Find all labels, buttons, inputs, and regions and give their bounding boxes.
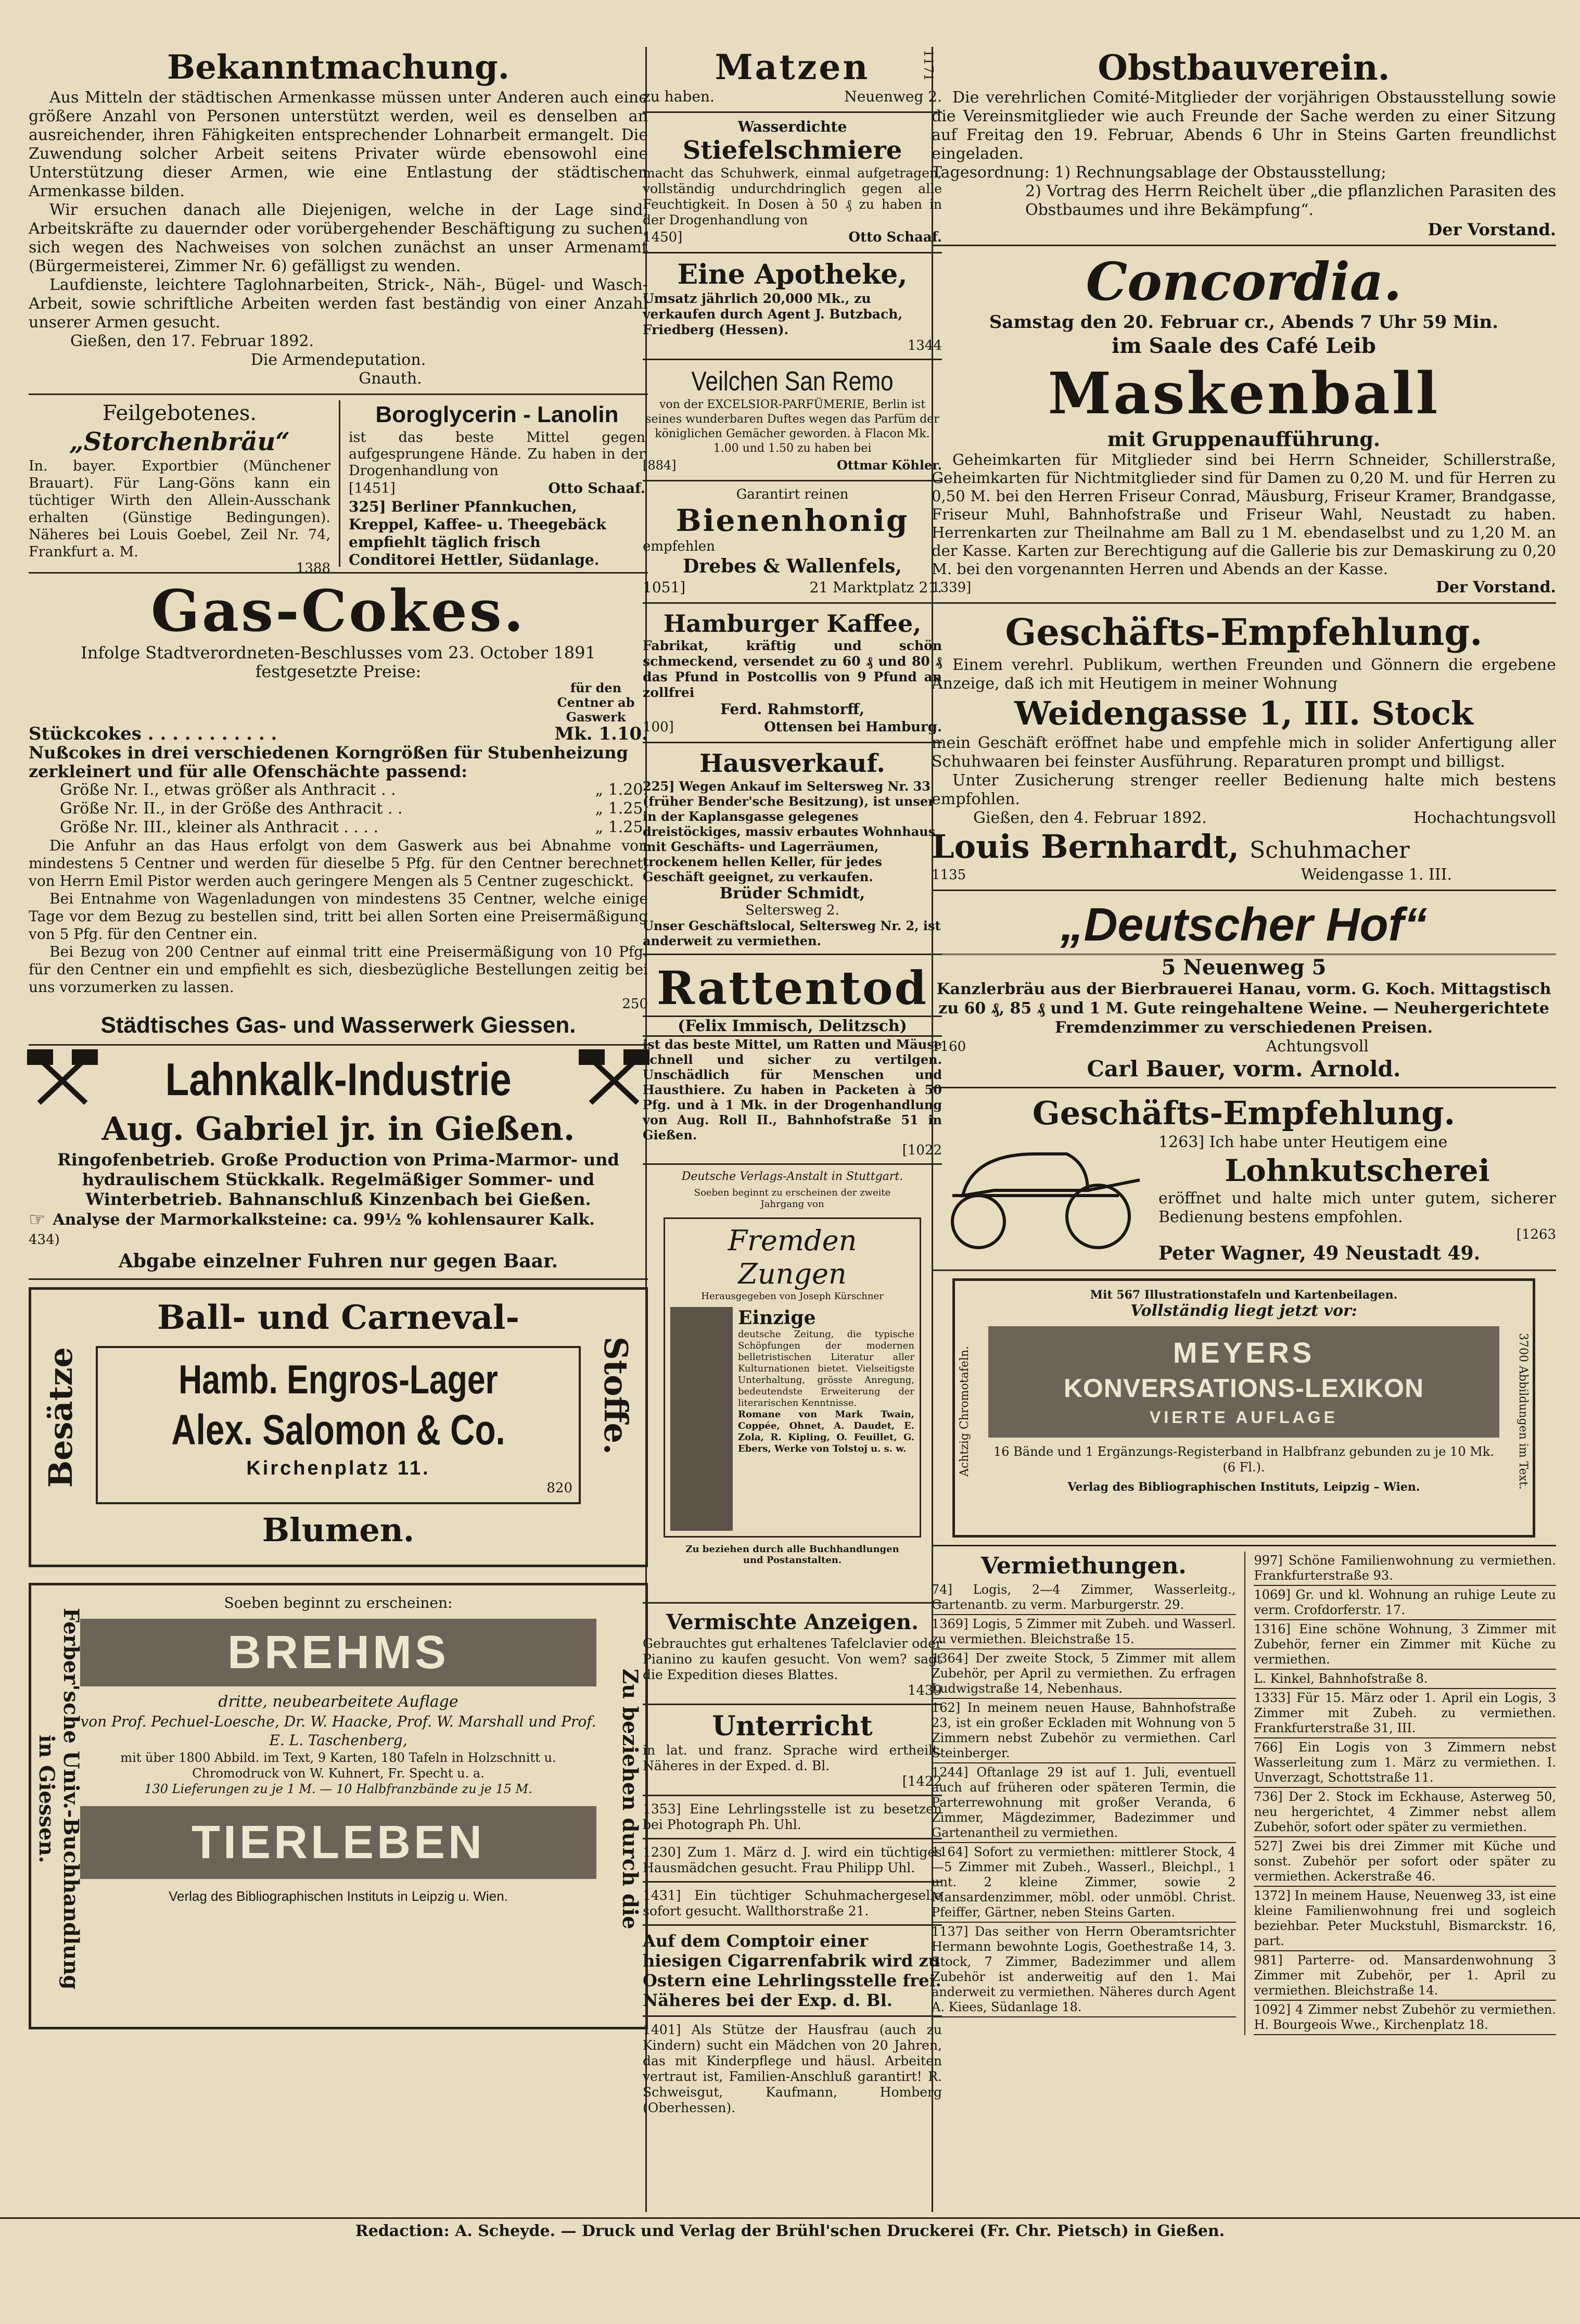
- price-label: Größe Nr. II., in der Größe des Anthracit . .: [60, 799, 403, 818]
- vermiethung-item: 981] Parterre- od. Mansardenwohnung 3 Zimmer mit Zubehör, per 1. April zu vermiethen. Bleichstraße 14.: [1254, 1951, 1556, 2001]
- salomon-line3: Kirchenplatz 11.: [246, 1457, 430, 1479]
- hausverkauf-address: Seltersweg 2.: [745, 903, 839, 918]
- stiefel-head: Wasserdichte: [737, 118, 847, 135]
- matzen-address: Neuenweg 2.: [844, 88, 942, 105]
- vermiethung-item: 1364] Der zweite Stock, 5 Zimmer mit allem Zubehör, per April zu vermiethen. Zu erfragen Ludwigstraße 14, Nebenhaus.: [932, 1649, 1236, 1699]
- pfannkuchen-text: 325] Berliner Pfannkuchen, Kreppel, Kaffee- u. Theegebäck empfiehlt täglich frisch: [349, 498, 606, 551]
- geschaeft1-text: Einem verehrl. Publikum, werthen Freunden und Gönnern die ergebene Anzeige, daß ich mit Heutigem in meiner Wohnung: [932, 656, 1556, 693]
- fremden-einzige: Einzige: [738, 1307, 816, 1329]
- fremden-verlag: Deutsche Verlags-Anstalt in Stuttgart.: [681, 1170, 903, 1183]
- vermiethung-item: 997] Schöne Familienwohnung zu vermiethen. Frankfurterstraße 93.: [1254, 1552, 1556, 1586]
- gascokes-text: Bei Bezug von 200 Centner auf einmal tritt eine Preisermäßigung von 10 Pfg. für den Centner ein und empfiehlt es sich, diesbezügliche Bestellungen zeitig bei uns vorzumerken zu lassen.: [29, 943, 648, 996]
- geschaeft1-address: Weidengasse 1, III. Stock: [1014, 694, 1473, 732]
- ad-number: 1051]: [643, 579, 686, 596]
- concordia-signature: Der Vorstand.: [1435, 578, 1556, 596]
- deutscherhof-signature: Carl Bauer, vorm. Arnold.: [1087, 1056, 1401, 1082]
- obstbau-title: Obstbauverein.: [1098, 47, 1390, 88]
- pointing-hand-icon: ☞: [29, 1209, 46, 1230]
- geschaeft1-text: mein Geschäft eröffnet habe und empfehle mich in solider Anfertigung aller Schuhwaaren bei feinster Ausführung. Reparaturen prompt und billigst.: [932, 734, 1556, 771]
- price-value: „ 1.20.: [595, 781, 648, 799]
- unterricht-text: in lat. und franz. Sprache wird ertheilt. Näheres in der Exped. d. Bl.: [643, 1743, 942, 1773]
- ad-number: 1135: [932, 867, 966, 883]
- vermiethung-item: 1244] Oftanlage 29 ist auf 1. Juli, eventuell auch auf früheren oder späteren Termin, die Parterrewohnung mit großer Veranda, 6 Zimmer, Mägdezimmer, Badezimmer und Gartenantheil zu vermiethen.: [932, 1763, 1236, 1843]
- unterricht-ad-2: 1353] Eine Lehrlingsstelle ist zu besetzen bei Photograph Ph. Uhl.: [643, 1801, 942, 1832]
- brehms-price: 130 Lieferungen zu je 1 M. — 10 Halbfranzbände zu je 15 M.: [144, 1782, 532, 1796]
- vermiethung-item: 1164] Sofort zu vermiethen: mittlerer Stock, 4—5 Zimmer mit Zubeh., Wasserl., Bleichpl., 1 unt. 2 kleine Zimmer, sowie 2 Mansardenzimmer, möbl. oder unmöbl. Christ. Pfeiffer, Gärtner, neben Steins Garten.: [932, 1843, 1236, 1923]
- geschaeft1-greeting: Hochachtungsvoll: [1413, 809, 1556, 827]
- ad-number: 1439: [907, 1683, 942, 1698]
- salomon-bottom: Blumen.: [262, 1511, 415, 1549]
- deutscherhof-address: 5 Neuenweg 5: [932, 954, 1556, 980]
- unterricht-ad-4: 1431] Ein tüchtiger Schuhmachergeselle sofort gesucht. Wallthorstraße 21.: [643, 1888, 942, 1919]
- vermiethung-item: 1316] Eine schöne Wohnung, 3 Zimmer mit Zubehör, ferner ein Zimmer mit Küche zu vermiethen.: [1254, 1620, 1556, 1670]
- price-label: Größe Nr. I., etwas größer als Anthracit . .: [60, 781, 396, 799]
- apotheke-title: Eine Apotheke,: [677, 259, 908, 290]
- vermiethung-item: 1069] Gr. und kl. Wohnung an ruhige Leute zu verm. Crofdorferstr. 17.: [1254, 1586, 1556, 1620]
- bekanntmachung-date: Gießen, den 17. Februar 1892.: [70, 332, 314, 350]
- lahnkalk-title: Lahnkalk-Industrie: [165, 1053, 512, 1105]
- vermiethung-item: 1333] Für 15. März oder 1. April ein Logis, 3 Zimmer mit Zubeh. zu vermiethen. Frankfurterstraße 31, III.: [1254, 1689, 1556, 1738]
- meyers-complete: Vollständig liegt jetzt vor:: [1130, 1302, 1357, 1320]
- obstbau-agenda: 2) Vortrag des Herrn Reichelt über „die pflanzlichen Parasiten des Obstbaumes und ihre Bekämpfung“.: [1025, 182, 1556, 219]
- brehms-sub: dritte, neubearbeitete Auflage: [218, 1693, 458, 1711]
- ad-number: 820: [546, 1480, 572, 1496]
- stiefel-signature: Otto Schaaf.: [848, 230, 942, 245]
- honig-address: 21 Marktplatz 21.: [809, 579, 942, 596]
- obstbau-text: Die verehrlichen Comité-Mitglieder der vorjährigen Obstausstellung sowie die Vereinsmitglieder wie auch Freunde der Sache werden zu einer Sitzung auf Freitag den 19. Februar, Abends 6 Uhr in Steins Garten freundlichst eingeladen.: [932, 88, 1556, 163]
- lohnkutscherei-title: Lohnkutscherei: [1225, 1153, 1490, 1188]
- bekanntmachung-title: Bekanntmachung.: [167, 48, 510, 87]
- ad-number: [1022: [902, 1142, 942, 1158]
- geschaeft2-text: 1263] Ich habe unter Heutigem eine: [1158, 1133, 1448, 1151]
- ad-number: 1160: [932, 1039, 966, 1055]
- deutscherhof-ad: [932, 896, 1556, 1082]
- ad-number: [1263: [1516, 1227, 1556, 1242]
- ad-number: 100]: [643, 719, 674, 735]
- geschaeft1-date: Gießen, den 4. Februar 1892.: [973, 809, 1207, 827]
- bekanntmachung-signature: Gnauth.: [359, 370, 422, 388]
- price-value: „ 1.25.: [595, 799, 648, 818]
- honig-ad: [643, 487, 942, 597]
- concordia-text: Geheimkarten für Mitglieder sind bei Herrn Schneider, Schillerstraße, Geheimkarten für Nichtmitglieder sind für Damen zu 0,20 M. und für Herren zu 0,50 M. bei den Herren Friseur Conrad, Mäusburg, Friseur Kramer, Brandgasse, Friseur Muhl, Bahnhofstraße und Friseur Wahl, Neustadt zu haben. Herrenkarten zur Theilnahme am Ball zu 1 M. ebendaselbst und zu 1,20 M. an der Kasse. Karten zur Berechtigung auf die Gallerie bis zur Demaskirung zu 0,20 M. bei den vorgenannten Herren und Abends an der Kasse.: [932, 451, 1556, 578]
- honig-firm: Drebes & Wallenfels,: [683, 555, 902, 577]
- fremden-title: Fremden Zungen: [728, 1224, 857, 1290]
- vermiethung-item: 766] Ein Logis von 3 Zimmern nebst Wasserleitung zum 1. März zu vermiethen. I. Unverzagt, Schottstraße 11.: [1254, 1738, 1556, 1788]
- apotheke-text: Umsatz jährlich 20,000 Mk., zu verkaufen durch Agent J. Butzbach, Friedberg (Hessen).: [643, 291, 903, 337]
- price-value: Mk. 1.10.: [554, 723, 648, 744]
- hausverkauf-text: 225] Wegen Ankauf im Seltersweg Nr. 33 (früher Bender'sche Besitzung), ist unser in der Kaplansgasse gelegenes dreistöckiges, massiv erbautes Wohnhaus mit Geschäfts- und Lagerräumen, trockenem hellen Keller, für jedes Geschäft geeignet, zu verkaufen.: [643, 779, 936, 884]
- hausverkauf-ad: [643, 748, 942, 948]
- brehms-desc: mit über 1800 Abbild. im Text, 9 Karten, 180 Tafeln in Holzschnitt u. Chromodruck von W. Kuhnert, Fr. Specht u. a.: [120, 1750, 556, 1781]
- stiefel-title: Stiefelschmiere: [682, 136, 902, 165]
- rattentod-title: Rattentod: [656, 961, 928, 1015]
- vermiethung-item: 527] Zwei bis drei Zimmer mit Küche und sonst. Zubehör per sofort oder später zu vermiethen. Ackerstraße 46.: [1254, 1837, 1556, 1887]
- salomon-ad: [29, 1287, 648, 1567]
- tierleben-title: TIERLEBEN: [80, 1806, 596, 1879]
- price-label: Größe Nr. III., kleiner als Anthracit . . . .: [60, 818, 379, 836]
- brehms-side-right: Zu beziehen durch die: [618, 1668, 642, 1929]
- salomon-right: Stoffe.: [597, 1337, 635, 1455]
- gascokes-column-head: für den Centner ab Gaswerk: [557, 680, 635, 725]
- gascokes-text: Die Anfuhr an das Haus erfolgt von dem Gaswerk aus bei Abnahme von mindestens 5 Centner und werden für dieselbe 5 Pfg. für den Centner berechnet; von Herrn Emil Pistor werden auch geringere Mengen als 5 Centner zugeschickt.: [29, 837, 648, 890]
- obstbau-agenda: Tagesordnung: 1) Rechnungsablage der Obstausstellung;: [932, 163, 1386, 182]
- comptoir-ad: Auf dem Comptoir einer hiesigen Cigarrenfabrik wird zu Ostern eine Lehrlingsstelle frei. Näheres bei der Exp. d. Bl.: [643, 1931, 941, 2010]
- lahnkalk-ad: [29, 1051, 648, 1273]
- ad-number: 1388: [296, 561, 330, 576]
- salomon-line2: Alex. Salomon & Co.: [171, 1406, 505, 1454]
- vermiethung-item: 74] Logis, 2—4 Zimmer, Wasserleitg., Gartenantb. zu verm. Marburgerstr. 29.: [932, 1581, 1236, 1615]
- rattentod-text: ist das beste Mittel, um Ratten und Mäuse schnell und sicher zu vertilgen. Unschädlich für Menschen und Hausthiere. Zu haben in Packeten à 50 Pfg. und à 1 Mk. in der Drogenhandlung von Aug. Roll II., Bahnhofstraße 51 in Gießen.: [643, 1037, 942, 1142]
- lahnkalk-text: Ringofenbetrieb. Große Production von Prima-Marmor- und hydraulischem Stückkalk. Regelmäßiger Sommer- und Winterbetrieb. Bahnanschluß Kinzenbach bei Gießen.: [57, 1150, 619, 1209]
- storchenbraeu-ad: [29, 400, 330, 576]
- boroglycerin-signature: Otto Schaaf.: [548, 480, 645, 497]
- price-value: „ 1.25.: [595, 818, 648, 836]
- geschaeft2-title: Geschäfts-Empfehlung.: [1032, 1094, 1456, 1132]
- boroglycerin-text: ist das beste Mittel gegen aufgesprungene Hände. Zu haben in der Drogenhandlung von: [349, 429, 645, 479]
- veilchen-text: von der EXCELSIOR-PARFÜMERIE, Berlin ist seines wunderbaren Duftes wegen das Parfüm der königlichen Gemächer geworden. à Flacon Mk. 1.00 und 1.50 zu haben bei: [645, 398, 939, 455]
- small-ads-row: [29, 400, 648, 576]
- meyers-verlag: Verlag des Bibliographischen Instituts, Leipzig – Wien.: [1067, 1480, 1420, 1494]
- bekanntmachung-body: Wir ersuchen danach alle Diejenigen, welche in der Lage sind, Arbeitskräfte zu dauernder oder vorübergehender Beschäftigung zu suchen, sich wegen des Nachweises von solchen zunächst an unser Armenamt (Bürgermeisterei, Zimmer Nr. 6) gefälligst zu wenden.: [29, 201, 648, 275]
- gaswerk-signature: Städtisches Gas- und Wasserwerk Giessen.: [100, 1012, 576, 1038]
- fremden-text: deutsche Zeitung, die typische Schöpfungen der modernen belletristischen Literatur aller Kulturnationen bietet. Vielseitigste Unterhaltung, grösste Anregung, bedeutendste Erweiterung der literarischen Kenntnisse.: [738, 1329, 914, 1408]
- bekanntmachung-ad: [29, 47, 648, 388]
- concordia-ad: [932, 251, 1556, 597]
- hausverkauf-note: Unser Geschäftslocal, Seltersweg Nr. 2, ist anderweit zu vermiethen.: [643, 918, 941, 948]
- kaffee-text: Fabrikat, kräftig und schön schmeckend, versendet zu 60 ₰ und 80 ₰ das Pfund in Postcollis von 9 Pfund an zollfrei: [643, 638, 942, 700]
- hausverkauf-title: Hausverkauf.: [699, 749, 885, 778]
- column-2: [643, 47, 942, 2116]
- vermischte-ad: [643, 1609, 942, 1698]
- veilchen-title: Veilchen San Remo: [691, 366, 894, 397]
- stiefel-text: macht das Schuhwerk, einmal aufgetragen, vollständig undurchdringlich gegen alle Feuchtigkeit. In Dosen à 50 ₰ zu haben in der Drogenhandlung von: [643, 166, 942, 227]
- ad-number: 434): [29, 1232, 60, 1248]
- lahnkalk-analyse: Analyse der Marmorkalksteine: ca. 99½ % kohlensaurer Kalk.: [53, 1210, 595, 1229]
- ad-number: [884]: [643, 458, 677, 473]
- honig-title: Bienenhonig: [676, 503, 909, 538]
- fremden-bottom: Zu beziehen durch alle Buchhandlungen und Postanstalten.: [685, 1544, 899, 1566]
- bernhardt-name: Louis Bernhardt,: [932, 828, 1240, 866]
- column-1: [29, 47, 648, 2029]
- unterricht-ad-3: 1230] Zum 1. März d. J. wird ein tüchtiges Hausmädchen gesucht. Frau Philipp Uhl.: [643, 1845, 942, 1875]
- storchenbraeu-title: „Storchenbräu“: [69, 427, 290, 456]
- maskenball-title: Maskenball: [1048, 360, 1440, 427]
- obstbau-signature: Der Vorstand.: [1428, 220, 1556, 239]
- feilgebotenes-head: Feilgebotenes.: [102, 401, 257, 425]
- salomon-top: Ball- und Carneval-: [157, 1298, 520, 1337]
- nusscokes-text: Nußcokes in drei verschiedenen Korngrößen für Stubenheizung zerkleinert und für alle Ofenschächte passend:: [29, 743, 628, 781]
- fremden-soeben: Soeben beginnt zu erscheinen der zweite Jahrgang von: [694, 1187, 891, 1210]
- vermiethung-item: 1092] 4 Zimmer nebst Zubehör zu vermiethen. H. Bourgeois Wwe., Kirchenplatz 18.: [1254, 2001, 1556, 2035]
- bekanntmachung-body: Laufdienste, leichtere Taglohnarbeiten, Strick-, Näh-, Bügel- und Wasch-Arbeit, sowie schriftliche Arbeiten werden fast beständig von einer Anzahl unserer Armen gesucht.: [29, 276, 648, 332]
- column-3: [932, 47, 1556, 2035]
- meyers-line2: KONVERSATIONS-LEXIKON: [1063, 1374, 1424, 1403]
- unterricht-ad: [643, 1710, 942, 2116]
- lahnkalk-abgabe: Abgabe einzelner Fuhren nur gegen Baar.: [118, 1250, 558, 1272]
- kaffee-firm: Ferd. Rahmstorff,: [720, 701, 864, 718]
- geschaeft2-signature: Peter Wagner, 49 Neustadt 49.: [1158, 1242, 1481, 1264]
- ad-number: [1422: [902, 1774, 942, 1789]
- crossed-hammers-icon: [29, 1051, 96, 1108]
- vermischte-title: Vermischte Anzeigen.: [666, 1610, 919, 1634]
- unterricht-ad-5: 1401] Als Stütze der Hausfrau (auch zu Kindern) sucht ein Mädchen von 20 Jahren, das mit Kinderpflege und häusl. Arbeiten vertraut ist, Familien-Anschluß garantirt! R. Schweisgut, Kaufmann, Homberg (Oberhessen).: [643, 2022, 942, 2115]
- veilchen-ad: [643, 365, 942, 475]
- meyers-desc: 16 Bände und 1 Ergänzungs-Registerband in Halbfranz gebunden zu je 10 Mk. (6 Fl.).: [993, 1444, 1494, 1475]
- fremden-editor: Herausgegeben von Joseph Kürschner: [701, 1291, 884, 1302]
- bekanntmachung-body: Aus Mitteln der städtischen Armenkasse müssen unter Anderen auch eine größere Anzahl von Personen unterstützt werden, weil es denselben an ausreichender, ihren Fähigkeiten entsprechender Lohnarbeit ermangelt. Die Zuwendung solcher Arbeit seitens Privater würde ebensowohl eine Unterstützung dieser Armen, wie eine Entlastung der städtischen Armenkasse bilden.: [29, 88, 648, 200]
- ad-number: 1450]: [643, 230, 683, 245]
- meyers-line3: VIERTE AUFLAGE: [1150, 1408, 1338, 1427]
- meyers-top: Mit 567 Illustrationstafeln und Kartenbeilagen.: [1090, 1288, 1398, 1302]
- ad-number: [1451]: [349, 480, 396, 497]
- footer: Redaction: A. Scheyde. — Druck und Verlag der Brühl'schen Druckerei (Fr. Chr. Pietsch) in Gießen.: [0, 2217, 1580, 2240]
- boroglycerin-title: Boroglycerin - Lanolin: [375, 402, 619, 427]
- meyers-ad: [952, 1278, 1535, 1538]
- bernhardt-trade: Schuhmacher: [1250, 837, 1410, 863]
- kaffee-address: Ottensen bei Hamburg.: [764, 719, 942, 735]
- fremdenzungen-ad: [643, 1170, 942, 1597]
- deutscherhof-text: Kanzlerbräu aus der Bierbrauerei Hanau, vorm. G. Koch. Mittagstisch zu 60 ₰, 85 ₰ und 1 M. Gute reingehaltene Weine. — Neuhergerichtete Fremdenzimmer zu verschiedenen Preisen.: [936, 980, 1551, 1037]
- matzen-ad: [643, 47, 942, 106]
- conditorei-signature: Conditorei Hettler, Südanlage.: [349, 551, 600, 568]
- boroglycerin-ad: [349, 400, 645, 567]
- rattentod-ad: [643, 960, 942, 1158]
- crossed-hammers-icon: [580, 1051, 648, 1108]
- honig-sub: empfehlen: [643, 539, 715, 554]
- gascokes-ad: [29, 579, 648, 1039]
- vermiethung-item: L. Kinkel, Bahnhofstraße 8.: [1254, 1670, 1556, 1689]
- brehms-ad: [29, 1583, 648, 2029]
- vermiethung-item: 1372] In meinem Hause, Neuenweg 33, ist eine kleine Familienwohnung frei und sogleich beziehbar. Peter Muckstuhl, Bismarckstr. 16, part.: [1254, 1887, 1556, 1951]
- ad-number: 1339]: [932, 580, 972, 595]
- deutscherhof-greeting: Achtungsvoll: [1266, 1037, 1369, 1056]
- geschaeft2-text: eröffnet und halte mich unter gutem, sicherer Bedienung bestens empfohlen.: [1158, 1189, 1556, 1226]
- matzen-line: zu haben.: [643, 88, 715, 105]
- matzen-title: Matzen: [715, 47, 870, 87]
- geschaeft1-text: Unter Zusicherung strenger reeller Bedienung halte mich bestens empfohlen.: [932, 771, 1556, 808]
- concordia-place: im Saale des Café Leib: [1112, 334, 1376, 358]
- bekanntmachung-signature: Die Armendeputation.: [250, 351, 426, 369]
- salomon-left: Besätze: [42, 1347, 80, 1488]
- vermischte-text: Gebrauchtes gut erhaltenes Tafelclavier oder Pianino zu kaufen gesucht. Von wem? sagt die Expedition dieses Blattes.: [643, 1636, 942, 1682]
- ad-number: 250: [622, 996, 648, 1012]
- vermiethung-item: 1369] Logis, 5 Zimmer mit Zubeh. und Wasserl. zu vermiethen. Bleichstraße 15.: [932, 1615, 1236, 1649]
- price-label: Stückcokes . . . . . . . . . . .: [29, 723, 277, 744]
- meyers-side-left: Achtzig Chromotafeln.: [958, 1345, 971, 1477]
- bernhardt-ad: [932, 609, 1556, 884]
- rattentod-sub: (Felix Immisch, Delitzsch): [643, 1015, 942, 1037]
- gascokes-text: Bei Entnahme von Wagenladungen von mindestens 35 Centner, welche einige Tage vor dem Bezug zu bestellen sind, tritt bei allen Sorten eine Preisermäßigung von 5 Pfg. für den Centner ein.: [29, 890, 648, 943]
- stiefelschmiere-ad: [643, 118, 942, 247]
- obstbau-ad: [932, 47, 1556, 239]
- vermiethungen-title: Vermiethungen.: [980, 1553, 1187, 1579]
- fremden-novels: Romane von Mark Twain, Coppée, Ohnet, A. Daudet, E. Zola, R. Kipling, O. Feuillet, G. Ebers, Werke von Tolstoj u. s. w.: [738, 1409, 914, 1454]
- brehms-side-left: Ferber'sche Univ.-Buchhandlung in Giessen.: [34, 1608, 83, 1990]
- bernhardt-address: Weidengasse 1. III.: [1301, 866, 1452, 884]
- concordia-date: Samstag den 20. Februar cr., Abends 7 Uhr 59 Min.: [989, 312, 1499, 333]
- geschaeft1-title: Geschäfts-Empfehlung.: [1005, 611, 1483, 654]
- page-number: 1171: [921, 49, 936, 82]
- vermiethungen-section: [932, 1552, 1556, 2035]
- brehms-title: BREHMS: [80, 1619, 596, 1686]
- kaffee-title: Hamburger Kaffee,: [663, 609, 922, 638]
- hausverkauf-firm: Brüder Schmidt,: [719, 884, 865, 903]
- carriage-icon: [932, 1133, 1150, 1253]
- brehms-soeben: Soeben beginnt zu erscheinen:: [224, 1594, 453, 1611]
- vermiethung-item: 162] In meinem neuen Hause, Bahnhofstraße 23, ist ein großer Eckladen mit Wohnung von 5 Zimmern nebst Zubehör zu vermiethen. Carl Steinberger.: [932, 1699, 1236, 1763]
- lahnkalk-firm: Aug. Gabriel jr. in Gießen.: [101, 1110, 575, 1148]
- salomon-line1: Hamb. Engros-Lager: [179, 1356, 498, 1402]
- meyers-side-right: 3700 Abbildungen im Text.: [1517, 1332, 1530, 1490]
- veilchen-signature: Ottmar Köhler.: [837, 458, 942, 473]
- vermiethung-item: 736] Der 2. Stock im Eckhause, Asterweg 50, neu hergerichtet, 4 Zimmer nebst allem Zubehör, sofort oder später zu vermiethen.: [1254, 1788, 1556, 1837]
- unterricht-title: Unterricht: [712, 1710, 873, 1742]
- apotheke-ad: [643, 259, 942, 353]
- brehms-authors: von Prof. Pechuel-Loesche, Dr. W. Haacke, Prof. W. Marshall und Prof. E. L. Taschenberg,: [80, 1713, 596, 1749]
- vermiethung-item: 1137] Das seither von Herrn Oberamtsrichter Hermann bewohnte Logis, Goethestraße 14, 3. Stock, 7 Zimmer, Badezimmer und allem Zubehör ist anderweitig auf den 1. Mai anderweit zu vermiethen. Näheres durch Agent A. Kiees, Südanlage 18.: [932, 1923, 1236, 2017]
- storchenbraeu-text: In. bayer. Exportbier (Münchener Brauart). Für Lang-Göns kann ein tüchtiger Wirth den Allein-Ausschank erhalten (Günstige Bedingungen). Näheres bei Louis Goebel, Zeil Nr. 74, Frankfurt a. M.: [29, 458, 330, 560]
- concordia-sub: mit Gruppenaufführung.: [1107, 427, 1381, 451]
- ad-number: 1344: [907, 338, 942, 353]
- gascokes-intro: Infolge Stadtverordneten-Beschlusses vom 23. October 1891 festgesetzte Preise:: [81, 643, 596, 681]
- honig-head: Garantirt reinen: [736, 487, 849, 502]
- deutscherhof-title: „Deutscher Hof“: [1060, 899, 1428, 951]
- meyers-line1: MEYERS: [1173, 1336, 1315, 1369]
- kaffee-ad: [643, 609, 942, 736]
- concordia-title: Concordia.: [1086, 251, 1402, 312]
- lohnkutscherei-ad: [932, 1094, 1556, 1264]
- gascokes-title: Gas-Cokes.: [150, 577, 526, 644]
- brehms-verlag: Verlag des Bibliographischen Instituts in Leipzig u. Wien.: [169, 1888, 508, 1904]
